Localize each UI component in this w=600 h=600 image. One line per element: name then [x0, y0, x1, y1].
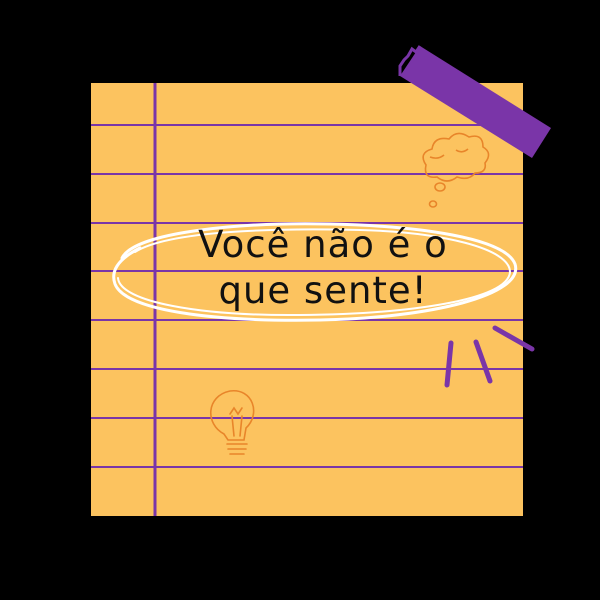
quote-line-1: Você não é o	[198, 223, 448, 266]
emphasis-strokes	[447, 328, 532, 385]
lightbulb-icon	[211, 391, 254, 454]
quote-line-2: que sente!	[218, 269, 428, 312]
tape-icon	[400, 46, 551, 158]
thought-cloud-icon	[423, 133, 488, 207]
quote-text	[128, 222, 518, 314]
